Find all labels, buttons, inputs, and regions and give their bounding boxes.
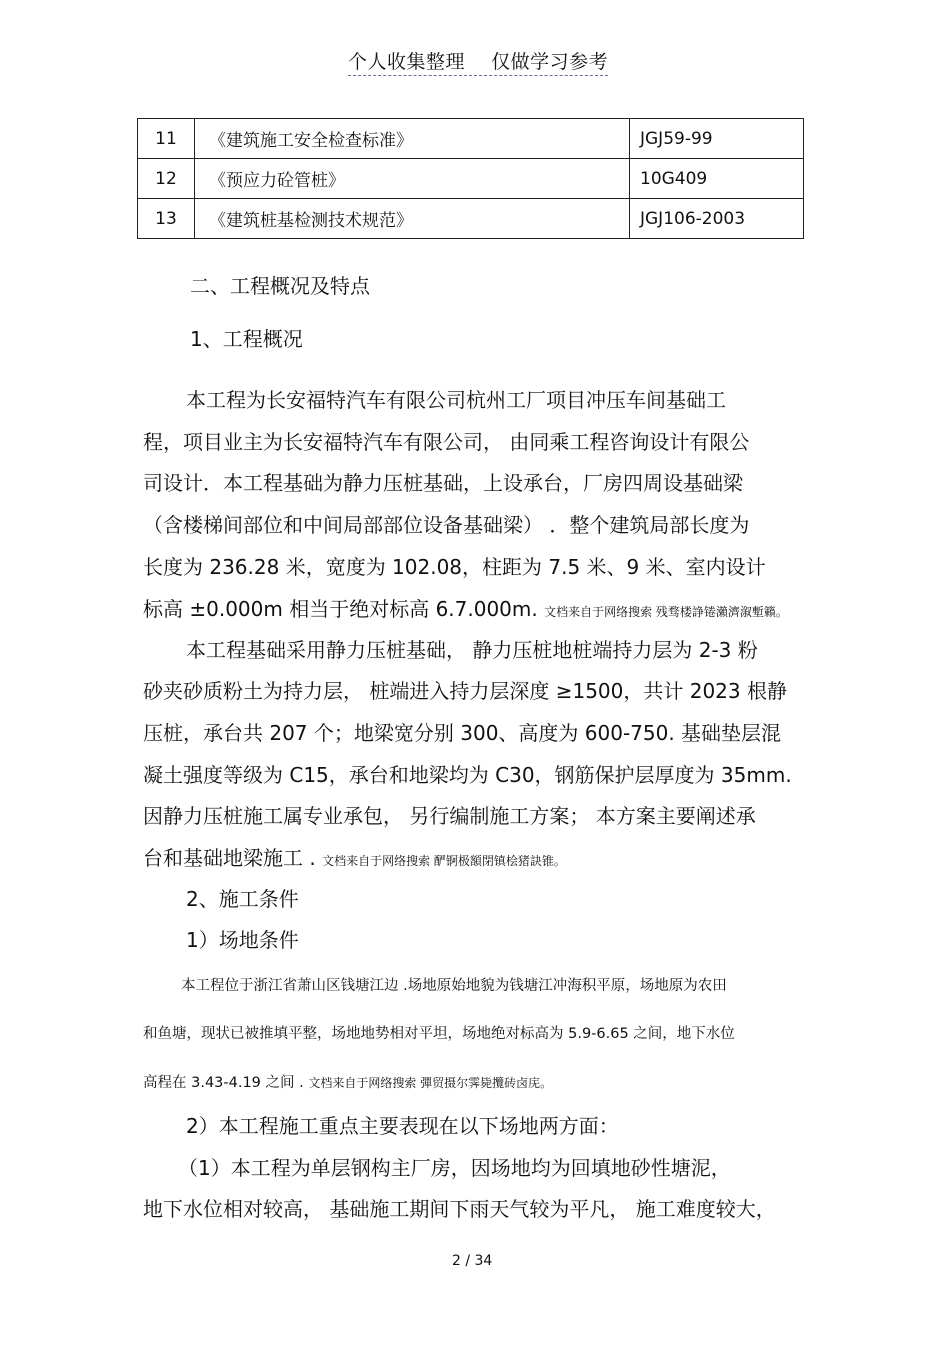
source-note: 文档来自于网络搜索 残骛楼諍锩瀨濟溆塹籟。 (544, 605, 788, 619)
paragraph-text: 标高 ±0.000m 相当于绝对标高 6.7.000m. (143, 597, 538, 621)
paragraph-text: 高程在 3.43-4.19 之间 . (143, 1075, 304, 1091)
page-header: 个人收集整理 仅做学习参考 (348, 47, 608, 76)
paragraph-line: 程，项目业主为长安福特汽车有限公司， 由同乘工程咨询设计有限公 (143, 430, 750, 454)
standard-title: 《预应力砼管桩》 (195, 159, 630, 199)
subsection-heading: 1、工程概况 (190, 327, 303, 351)
table-row (138, 119, 804, 159)
paragraph-line (143, 842, 566, 871)
row-number: 11 (138, 119, 195, 159)
paragraph-line: 地下水位相对较高， 基础施工期间下雨天气较为平凡， 施工难度较大， (143, 1197, 776, 1221)
table-row (138, 199, 804, 239)
paragraph-line: 本工程基础采用静力压桩基础， 静力压桩地桩端持力层为 2-3 粉 (186, 638, 758, 662)
paragraph-line: 长度为 236.28 米，宽度为 102.08，柱距为 7.5 米、9 米、室内设计 (143, 555, 766, 579)
section-heading: 二、工程概况及特点 (190, 274, 370, 298)
paragraph-line: （1）本工程为单层钢构主厂房，因场地均为回填地砂性塘泥， (178, 1156, 731, 1180)
standard-title: 《建筑桩基检测技术规范》 (195, 199, 630, 239)
paragraph-line (143, 593, 788, 622)
paragraph-line: 砂夹砂质粉土为持力层， 桩端进入持力层深度 ≥1500，共计 2023 根静 (143, 679, 787, 703)
paragraph-line: 凝土强度等级为 C15，承台和地梁均为 C30，钢筋保护层厚度为 35mm. (143, 763, 792, 787)
paragraph-line: 压桩，承台共 207 个；地梁宽分别 300、高度为 600-750. 基础垫层混 (143, 721, 782, 745)
paragraph-line: 司设计．本工程基础为静力压桩基础，上设承台，厂房四周设基础梁 (143, 471, 743, 495)
section-heading: 2、施工条件 (186, 887, 299, 911)
subsection-heading: 2）本工程施工重点主要表现在以下场地两方面： (186, 1114, 619, 1138)
row-number: 12 (138, 159, 195, 199)
paragraph-line (143, 1071, 552, 1092)
table-row (138, 159, 804, 199)
standard-code: 10G409 (630, 159, 804, 199)
paragraph-text: 台和基础地梁施工 . (143, 846, 316, 870)
source-note: 文档来自于网络搜索 彈贸摄尔霁毙攬砖卤庑。 (308, 1076, 553, 1090)
subsection-heading: 1）场地条件 (186, 928, 299, 952)
page-number: 2 / 34 (452, 1253, 493, 1269)
source-note: 文档来自于网络搜索 酽锕极額閉镇桧猪訣锥。 (322, 854, 566, 868)
paragraph-line: 本工程位于浙江省萧山区钱塘江边 .场地原始地貌为钱塘江冲海积平原，场地原为农田 (181, 978, 727, 994)
paragraph-line: 本工程为长安福特汽车有限公司杭州工厂项目冲压车间基础工 (186, 388, 726, 412)
row-number: 13 (138, 199, 195, 239)
standards-table (137, 118, 804, 239)
paragraph-line: 和鱼塘，现状已被推填平整，场地地势相对平坦，场地绝对标高为 5.9-6.65 之间，地下水位 (143, 1026, 735, 1042)
standard-code: JGJ59-99 (630, 119, 804, 159)
paragraph-line: 因静力压桩施工属专业承包， 另行编制施工方案； 本方案主要阐述承 (143, 804, 756, 828)
standard-title: 《建筑施工安全检查标准》 (195, 119, 630, 159)
paragraph-line: （含楼梯间部位和中间局部部位设备基础梁） ．整个建筑局部长度为 (143, 513, 750, 537)
standard-code: JGJ106-2003 (630, 199, 804, 239)
